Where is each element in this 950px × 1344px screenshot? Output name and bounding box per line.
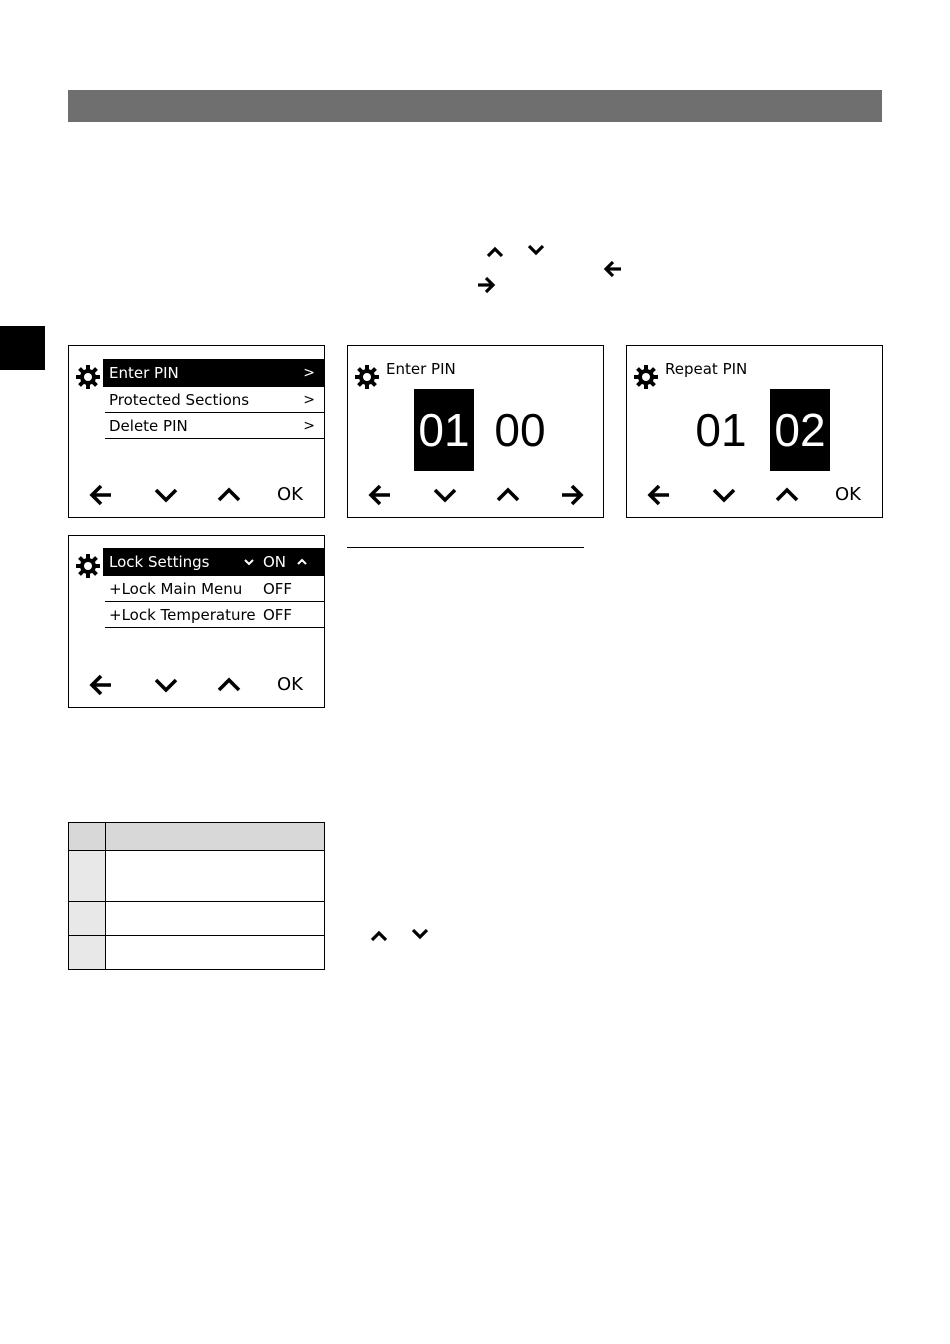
menu-item-delete-pin[interactable] xyxy=(105,413,325,439)
menu-item-protected-sections[interactable] xyxy=(105,387,325,413)
legend-table xyxy=(68,822,325,970)
menu-item-label: Lock Settings xyxy=(109,553,210,571)
arrow-right-icon[interactable] xyxy=(558,481,586,509)
gear-icon xyxy=(75,553,101,579)
chevron-up-icon[interactable] xyxy=(215,481,243,509)
lock-settings-list xyxy=(105,548,325,628)
table-value-cell xyxy=(106,851,325,902)
ok-button[interactable]: OK xyxy=(277,484,303,505)
chevron-down-icon[interactable] xyxy=(152,671,180,699)
menu-item-label: +Lock Main Menu xyxy=(109,580,243,598)
chevron-up-icon xyxy=(296,556,308,568)
chevron-up-icon xyxy=(484,241,506,263)
chevron-down-icon xyxy=(243,556,255,568)
screen-lock-settings xyxy=(68,535,325,708)
pin-menu-list xyxy=(105,359,325,439)
lock-main-menu-value: OFF xyxy=(263,580,293,598)
table-value-cell xyxy=(106,902,325,936)
chevron-up-icon[interactable] xyxy=(494,481,522,509)
chevron-right-icon: > xyxy=(303,392,315,408)
menu-item-label: Protected Sections xyxy=(109,391,250,409)
gear-icon xyxy=(354,364,380,390)
gear-icon xyxy=(75,364,101,390)
ok-button[interactable]: OK xyxy=(277,674,303,695)
table-row xyxy=(69,936,325,970)
screen-title: Repeat PIN xyxy=(665,360,748,378)
pin-digit-field[interactable]: 00 xyxy=(494,404,546,456)
table-key-cell xyxy=(69,851,106,902)
table-row xyxy=(69,823,325,851)
table-header-cell xyxy=(106,823,325,851)
screen-repeat-pin xyxy=(626,345,883,518)
table-header-cell xyxy=(69,823,106,851)
table-key-cell xyxy=(69,902,106,936)
arrow-left-icon[interactable] xyxy=(87,671,115,699)
pin-digit-field[interactable]: 01 xyxy=(695,404,747,456)
screen-nav-bar xyxy=(627,481,882,509)
screen-enter-pin xyxy=(347,345,604,518)
menu-item-lock-main-menu[interactable] xyxy=(105,576,325,602)
menu-item-lock-settings[interactable] xyxy=(103,548,325,576)
chevron-up-icon[interactable] xyxy=(773,481,801,509)
screen-pin-menu xyxy=(68,345,325,518)
chevron-up-icon xyxy=(368,925,390,947)
chevron-up-icon[interactable] xyxy=(215,671,243,699)
menu-item-lock-temperature[interactable] xyxy=(105,602,325,628)
screen-title: Enter PIN xyxy=(386,360,456,378)
table-key-cell xyxy=(69,936,106,970)
chevron-down-icon[interactable] xyxy=(152,481,180,509)
table-value-cell xyxy=(106,936,325,970)
chevron-down-icon[interactable] xyxy=(431,481,459,509)
screen-nav-bar xyxy=(348,481,603,509)
chapter-tab-marker xyxy=(0,326,45,370)
lock-temperature-value: OFF xyxy=(263,606,293,624)
gear-icon xyxy=(633,364,659,390)
table-row xyxy=(69,851,325,902)
lock-settings-value: ON xyxy=(263,553,287,571)
screen-nav-bar xyxy=(69,671,324,699)
arrow-left-icon[interactable] xyxy=(645,481,673,509)
screen-nav-bar xyxy=(69,481,324,509)
menu-item-label: Enter PIN xyxy=(109,364,179,382)
table-row xyxy=(69,902,325,936)
menu-item-label: Delete PIN xyxy=(109,417,188,435)
chevron-down-icon[interactable] xyxy=(710,481,738,509)
pin-digit-field[interactable]: 01 xyxy=(414,389,474,471)
pin-digit-field[interactable]: 02 xyxy=(770,389,830,471)
chevron-down-icon xyxy=(525,239,547,261)
arrow-left-icon[interactable] xyxy=(366,481,394,509)
arrow-right-icon xyxy=(475,274,497,296)
arrow-left-icon xyxy=(602,258,624,280)
chevron-right-icon: > xyxy=(303,365,315,381)
caption-divider xyxy=(347,547,584,548)
arrow-left-icon[interactable] xyxy=(87,481,115,509)
ok-button[interactable]: OK xyxy=(835,484,861,505)
chevron-right-icon: > xyxy=(303,418,315,434)
menu-item-enter-pin[interactable] xyxy=(103,359,325,387)
chevron-down-icon xyxy=(409,923,431,945)
section-header-bar xyxy=(68,90,882,122)
menu-item-label: +Lock Temperature xyxy=(109,606,256,624)
